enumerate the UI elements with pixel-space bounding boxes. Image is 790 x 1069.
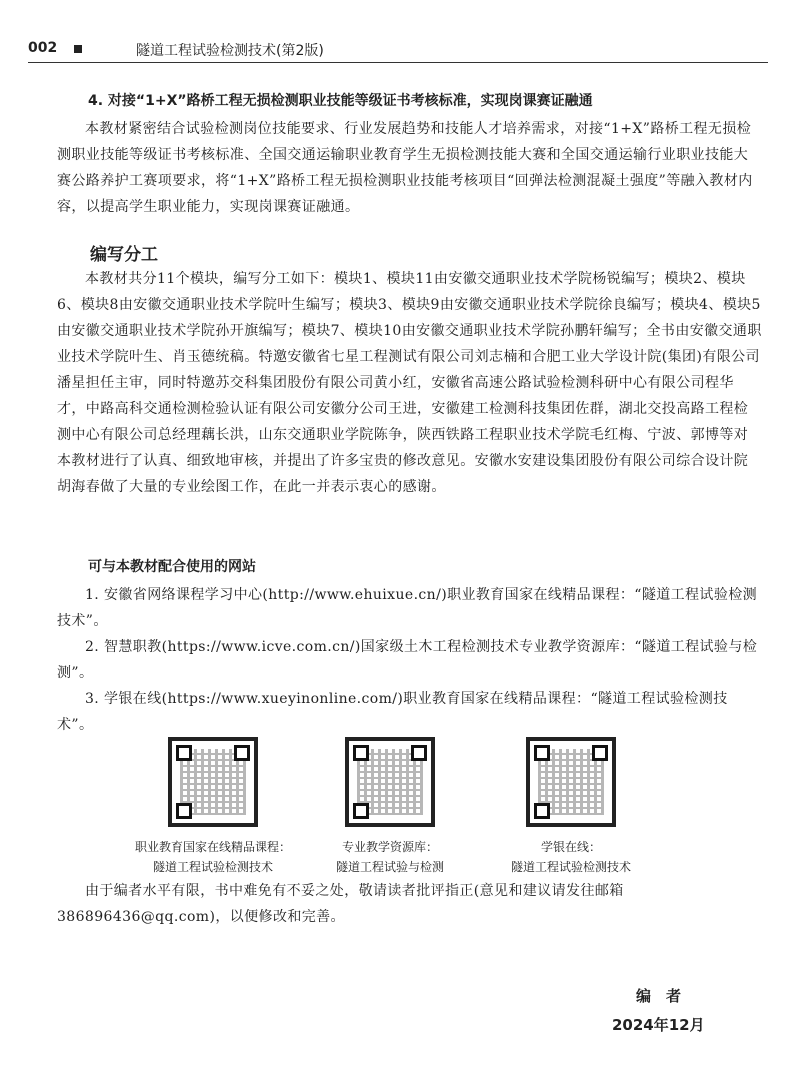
division-section-title: 编写分工 — [90, 245, 158, 265]
item4-title: 4. 对接“1+X”路桥工程无损检测职业技能等级证书考核标准，实现岗课赛证融通 — [88, 93, 593, 109]
websites-list — [57, 582, 762, 738]
signature-date: 2024年12月 — [612, 1016, 705, 1034]
websites-section-title: 可与本教材配合使用的网站 — [88, 559, 256, 575]
running-book-title: 隧道工程试验检测技术(第2版) — [136, 43, 324, 59]
page-header — [28, 36, 768, 63]
qr-caption: 专业教学资源库： 隧道工程试验与检测 — [335, 840, 444, 874]
qr-code-icon[interactable] — [345, 737, 435, 827]
qr-caption: 学银在线： 隧道工程试验检测技术 — [510, 840, 631, 874]
qr-code-icon[interactable] — [526, 737, 616, 827]
qr-code-icon[interactable] — [168, 737, 258, 827]
closing-paragraph: 由于编者水平有限，书中难免有不妥之处，敬请读者批评指正(意见和建议请发往邮箱386896436@qq.com)，以便修改和完善。 — [57, 883, 624, 925]
qr-caption: 职业教育国家在线精品课程： 隧道工程试验检测技术 — [134, 840, 291, 874]
page-number: 002 — [28, 40, 58, 56]
qr-code-row — [0, 737, 790, 877]
item4-body: 本教材紧密结合试验检测岗位技能要求、行业发展趋势和技能人才培养需求，对接“1+X”路桥工程无损检测职业技能等级证书考核标准、全国交通运输职业教育学生无损检测技能大赛和全国交通运输行业职业技能大赛公路养护工赛项要求，将“1+X”路桥工程无损检测职业技能考核项目“回弹法检测混凝土强度”等融入教材内容，以提高学生职业能力，实现岗课赛证融通。 — [57, 121, 753, 215]
website-item[interactable]: 1. 安徽省网络课程学习中心(http://www.ehuixue.cn/)职业教育国家在线精品课程：“隧道工程试验检测技术”。 — [57, 587, 758, 629]
website-item[interactable]: 3. 学银在线(https://www.xueyinonline.com/)职业教育国家在线精品课程：“隧道工程试验检测技术”。 — [57, 691, 728, 733]
website-item[interactable]: 2. 智慧职教(https://www.icve.com.cn/)国家级土木工程检测技术专业教学资源库：“隧道工程试验与检测”。 — [57, 639, 758, 681]
author-signature: 编 者 — [636, 987, 682, 1005]
square-bullet-icon — [74, 45, 82, 53]
division-body: 本教材共分11个模块，编写分工如下：模块1、模块11由安徽交通职业技术学院杨锐编写；模块2、模块6、模块8由安徽交通职业技术学院叶生编写；模块3、模块9由安徽交通职业技术学院徐良编写；模块4、模块5由安徽交通职业技术学院孙开旗编写；模块7、模块10由安徽交通职业技术学院孙鹏轩编写；全书由安徽交通职业技术学院叶生、肖玉德统稿。特邀安徽省七星工程测试有限公司刘志楠和合肥工业大学设计院(集团)有限公司潘星担任主审，同时特邀苏交科集团股份有限公司黄小红，安徽省高速公路试验检测科研中心有限公司程华才，中路高科交通检测检验认证有限公司安徽分公司王进，安徽建工检测科技集团佐群，湖北交投高路工程检测中心有限公司总经理藕长洪，山东交通职业学院陈争，陕西铁路工程职业技术学院毛红梅、宁波、郭博等对本教材进行了认真、细致地审核，并提出了许多宝贵的修改意见。安徽水安建设集团股份有限公司综合设计院胡海春做了大量的专业绘图工作，在此一并表示衷心的感谢。 — [57, 271, 762, 495]
